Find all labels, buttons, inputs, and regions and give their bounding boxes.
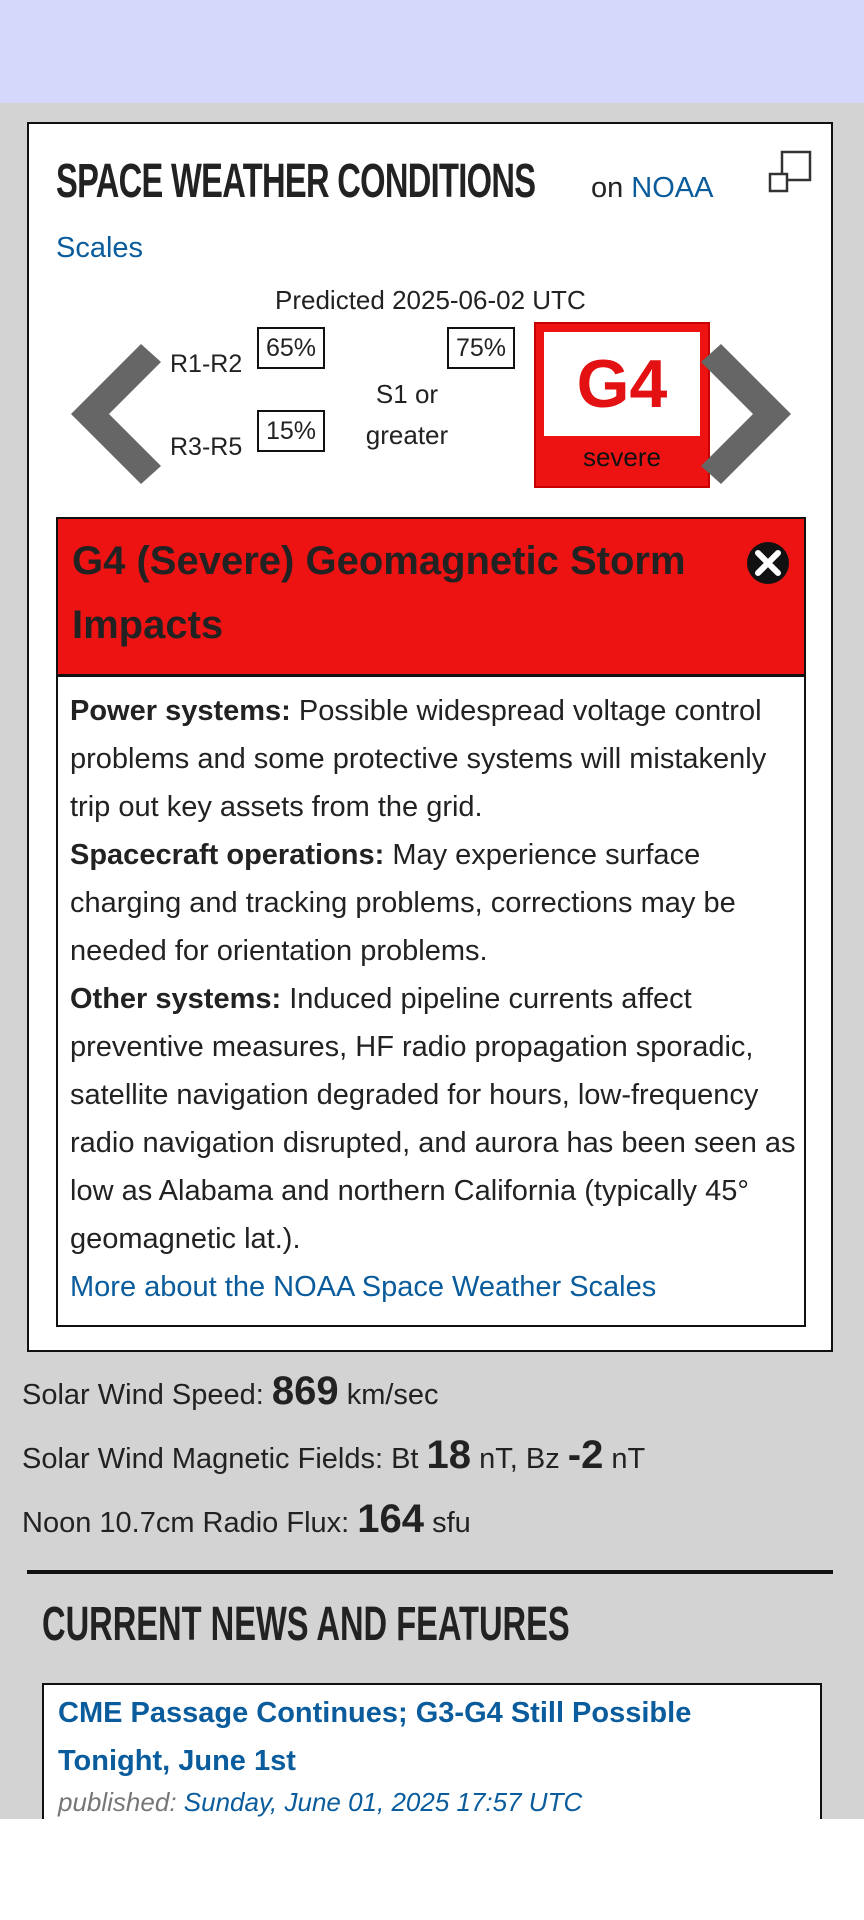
solar-wind-speed-label: Solar Wind Speed: bbox=[22, 1379, 264, 1411]
news-item bbox=[42, 1683, 822, 1819]
radio-flux bbox=[22, 1489, 802, 1553]
spacecraft-text: May experience surface charging and tracking problems, corrections may be needed for orientation problems. bbox=[70, 839, 736, 967]
bottom-area bbox=[0, 1819, 864, 1920]
r1-r2-label: R1-R2 bbox=[170, 350, 243, 378]
g-scale-level: G4 bbox=[544, 332, 700, 436]
expand-window-icon[interactable] bbox=[768, 150, 812, 194]
top-band bbox=[0, 0, 864, 103]
solar-wind-readings bbox=[22, 1361, 802, 1553]
storm-impacts-text bbox=[70, 687, 798, 1311]
power-systems-label: Power systems: bbox=[70, 695, 291, 727]
magnetic-field-label: Solar Wind Magnetic Fields: Bt bbox=[22, 1443, 419, 1475]
r1-r2-probability: 65% bbox=[257, 327, 325, 369]
published-label: published: bbox=[58, 1787, 177, 1817]
bt-value: 18 bbox=[426, 1433, 472, 1477]
noaa-scales-more-link[interactable]: More about the NOAA Space Weather Scales bbox=[70, 1271, 657, 1303]
section-divider bbox=[27, 1570, 833, 1574]
noaa-scales-link[interactable]: NOAA Scales bbox=[56, 172, 712, 264]
other-systems-label: Other systems: bbox=[70, 983, 282, 1015]
published-date: Sunday, June 01, 2025 17:57 UTC bbox=[183, 1787, 583, 1817]
radio-flux-unit: sfu bbox=[432, 1507, 471, 1539]
solar-wind-speed bbox=[22, 1361, 802, 1425]
g-scale-badge bbox=[534, 322, 710, 488]
solar-wind-magnetic bbox=[22, 1425, 802, 1489]
solar-wind-speed-value: 869 bbox=[271, 1369, 339, 1413]
bt-unit: nT, Bz bbox=[479, 1443, 560, 1475]
panel-title bbox=[56, 152, 736, 278]
close-icon[interactable] bbox=[746, 541, 790, 585]
chevron-left-icon[interactable] bbox=[69, 344, 161, 489]
spacecraft-label: Spacecraft operations: bbox=[70, 839, 385, 871]
space-weather-panel bbox=[27, 122, 833, 1352]
solar-wind-speed-unit: km/sec bbox=[346, 1379, 439, 1411]
r3-r5-label: R3-R5 bbox=[170, 433, 243, 461]
storm-impacts-box bbox=[56, 517, 806, 1327]
storm-impacts-title: G4 (Severe) Geomagnetic Storm Impacts bbox=[72, 539, 686, 647]
news-item-published bbox=[58, 1787, 582, 1818]
r3-r5-probability: 15% bbox=[257, 410, 325, 452]
panel-heading: SPACE WEATHER CONDITIONS bbox=[56, 155, 536, 208]
forecast-date: Predicted 2025-06-02 UTC bbox=[275, 285, 586, 315]
bz-unit: nT bbox=[611, 1443, 646, 1475]
power-systems-text: Possible widespread voltage control problems and some protective systems will mistakenly trip out key assets from the grid. bbox=[70, 695, 767, 823]
bz-value: -2 bbox=[567, 1433, 604, 1477]
radio-flux-label: Noon 10.7cm Radio Flux: bbox=[22, 1507, 350, 1539]
s1-probability: 75% bbox=[447, 327, 515, 369]
g-scale-label: severe bbox=[582, 442, 662, 472]
page-content bbox=[0, 103, 864, 1819]
other-systems-text: Induced pipeline currents affect preventive measures, HF radio propagation sporadic, satellite navigation degraded for hours, low-frequency radio navigation disrupted, and aurora has been seen as low as Alabama and northern California (typically 45° geomagnetic lat.). bbox=[70, 983, 796, 1255]
news-section-title: CURRENT NEWS AND FEATURES bbox=[42, 1598, 570, 1651]
news-item-title-link[interactable]: CME Passage Continues; G3-G4 Still Possible Tonight, June 1st bbox=[58, 1697, 692, 1777]
radio-flux-value: 164 bbox=[357, 1497, 425, 1541]
chevron-right-icon[interactable] bbox=[701, 344, 793, 489]
panel-heading-on: on bbox=[590, 172, 624, 204]
storm-impacts-header bbox=[58, 519, 804, 677]
s1-label: S1 or greater bbox=[365, 379, 449, 450]
